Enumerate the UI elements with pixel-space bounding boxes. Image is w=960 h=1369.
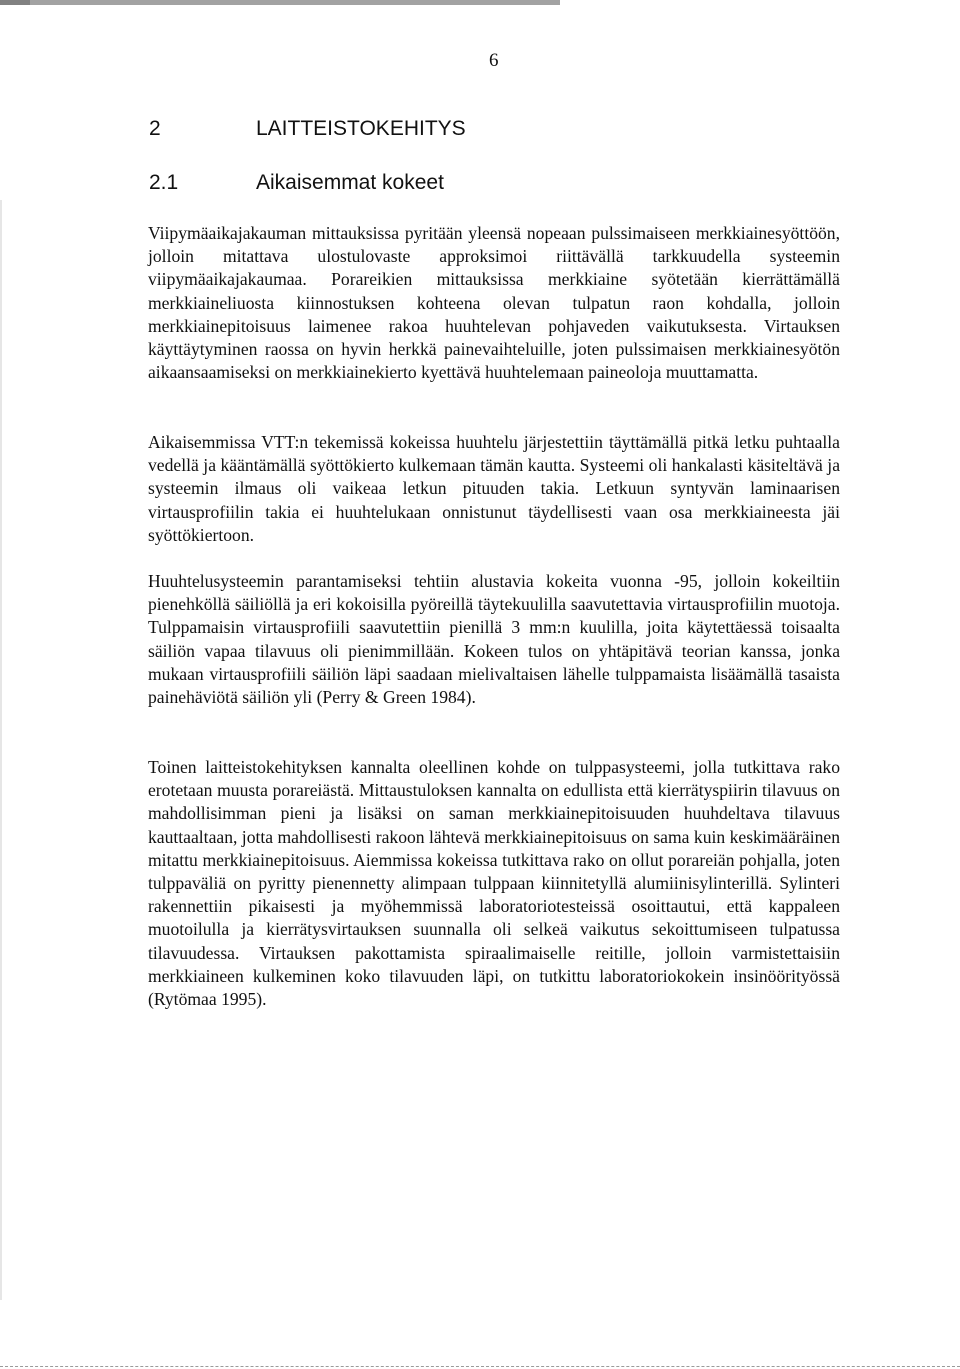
section-heading xyxy=(149,171,444,195)
section-title: Aikaisemmat kokeet xyxy=(256,171,444,194)
scan-edge-top xyxy=(0,0,960,5)
scan-edge-bottom xyxy=(0,1365,960,1367)
chapter-heading xyxy=(149,117,466,141)
page-number: 6 xyxy=(489,50,499,71)
paragraph-tracer-injection: Viipymäaikajakauman mittauksissa pyritään yleensä nopeaan pulssimaiseen merkkiainesyöttöön, jolloin mitattava ulostulovaste approksimoi riittävällä tarkkuudella systeemin viipymäaikajakaumaa. Porareikien mittauksissa merkkiaine syötetään kierrättämällä merkkiaineliuosta kiinnostuksen kohteena olevan tulpatun raon kohdalla, jolloin merkkiainepitoisuus laimenee rakoa huuhtelevan pohjaveden vaikutuksesta. Virtauksen käyttäytyminen raossa on hyvin herkkä painevaihteluille, joten pulssimaisen merkkiainesyötön aikaansaamiseksi on merkkiainekierto kyettävä huuhtelemaan paineoloja muuttamatta. xyxy=(148,223,840,383)
chapter-title: LAITTEISTOKEHITYS xyxy=(256,117,466,140)
scan-edge-left xyxy=(0,200,2,1300)
section-number: 2.1 xyxy=(149,171,179,194)
paragraph-flushing-system: Huuhtelusysteemin parantamiseksi tehtiin alustavia kokeita vuonna -95, jolloin kokeiltiin pienehköllä säiliöllä ja eri kokoisilla pyöreillä täytekuulilla saavutettavia virtausprofiilin muotoja. Tulppamaisin virtausprofiili saavutettiin pienillä 3 mm:n kuulilla, joita käytettäessä toisaalta säiliön vapaa tilavuus oli pienimmillään. Kokeen tulos on yhtäpitävä teorian kanssa, jonka mukaan virtausprofiili säiliön läpi saadaan mielivaltaisen lähelle tulppamaista lisäämällä tasaista painehäviötä säiliön yli (Perry & Green 1984). xyxy=(148,571,840,708)
chapter-number: 2 xyxy=(149,117,161,140)
paragraph-packer-system: Toinen laitteistokehityksen kannalta oleellinen kohde on tulppasysteemi, jolla tutkittava rako erotetaan muusta porareiästä. Mittaustuloksen kannalta on edullista että kierrätyspiirin tilavuus on mahdollisimman pieni ja lisäksi on saman merkkiainepitoisuuden huuhdeltava tilavuus kauttaaltaan, jotta mahdollisesti rakoon lähtevä merkkiainepitoisuus on sama kuin keskimääräinen mitattu merkkiainepitoisuus. Aiemmissa kokeissa tutkittava rako on ollut porareiän pohjalla, joten tulppaväliä on pyritty pienennetty alimpaan tulppaan kiinnitetyllä alumiinisylinterillä. Sylinteri rakennettiin pikaisesti ja myöhemmissä laboratoriotesteissä osoittautui, että kappaleen muotoilulla ja kierrätysvirtauksen suunnalla oli selkeä vaikutus sekoittumiseen tulpatussa tilavuudessa. Virtauksen pakottamista spiraalimaiselle reitille, jolloin varmistettaisiin merkkiaineen kulkeminen koko tilavuuden läpi, on tutkittu laboratoriokokein insinöörityössä (Rytömaa 1995). xyxy=(148,757,840,1010)
paragraph-previous-vtt-experiments: Aikaisemmissa VTT:n tekemissä kokeissa huuhtelu järjestettiin täyttämällä pitkä letku puhtaalla vedellä ja kääntämällä syöttökierto kulkemaan tämän kautta. Systeemi oli hankalasti käsiteltävä ja systeemin ilmaus oli vaikeaa letkun pituuden takia. Letkuun syntyvän laminaarisen virtausprofiilin takia ei huuhtelukaan onnistunut täydellisesti vaan osa merkkiaineesta jäi syöttökiertoon. xyxy=(148,432,840,545)
